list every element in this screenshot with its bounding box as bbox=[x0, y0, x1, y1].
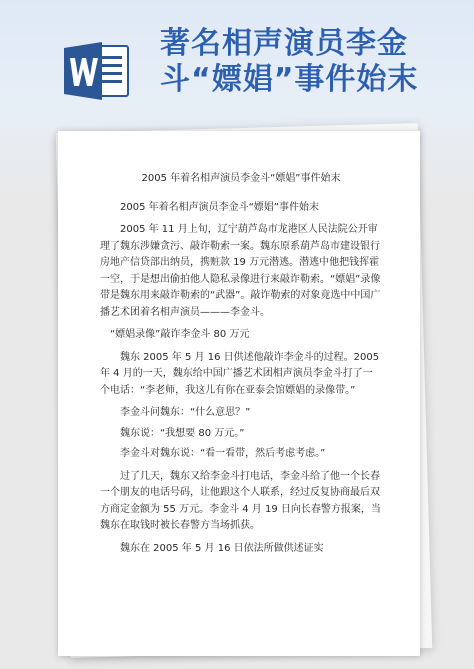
paragraph: 李金斗问魏东：“什么意思？” bbox=[120, 407, 251, 418]
section-subheading: “嫖娼录像”敲诈李金斗 80 万元 bbox=[110, 329, 250, 340]
paragraph: 魏东在 2005 年 5 月 16 日依法所做供述证实 bbox=[120, 542, 324, 554]
paragraph: 李金斗对魏东说：“看一看带，然后考虑考虑。” bbox=[120, 448, 326, 459]
paragraph: 魏东说：“我想要 80 万元。” bbox=[120, 427, 245, 439]
banner-title-line-2: 斗“嫖娼”事件始末 bbox=[160, 62, 419, 97]
paragraph: 2005 年 11 月上旬，辽宁葫芦岛市龙港区人民法院公开审理了魏东涉嫌贪污、敲诈勒索一案。魏东原系葫芦岛市建设银行房地产信贷部出纳员，携赃款 19 万元潜逃。潜逃中他把钱挥霍一空，于是想出偷拍他人隐私录像进行来敲诈勒索。“嫖娼”录像带是魏东用来敲诈勒索的“武器”。敲诈勒索的对象竟选中中国广播艺术团着名相声演员———李金斗。 bbox=[100, 224, 381, 318]
paragraph: 魏东 2005 年 5 月 16 日供述他敲诈李金斗的过程。2005 年 4 月的一天，魏东给中国广播艺术团相声演员李金斗打了一个电话：“李老师，我这儿有你在亚泰会馆嫖娼的录像带。” bbox=[100, 351, 380, 396]
word-document-icon bbox=[62, 40, 132, 102]
document-heading: 2005 年着名相声演员李金斗“嫖娼”事件始末 bbox=[141, 173, 341, 184]
banner-title-line-1: 著名相声演员李金 bbox=[160, 26, 408, 61]
banner-title bbox=[160, 26, 460, 98]
paragraph: 2005 年着名相声演员李金斗“嫖娼”事件始末 bbox=[120, 201, 319, 213]
document-page bbox=[58, 131, 420, 656]
paragraph: 过了几天，魏东又给李金斗打电话，李金斗给了他一个长春一个朋友的电话号码，让他跟这个人联系，经过反复协商最后双方商定金额为 55 万元。李金斗 4 月 19 日向长春警方报案，当魏东在取钱时被长春警方当场抓获。 bbox=[100, 470, 381, 531]
